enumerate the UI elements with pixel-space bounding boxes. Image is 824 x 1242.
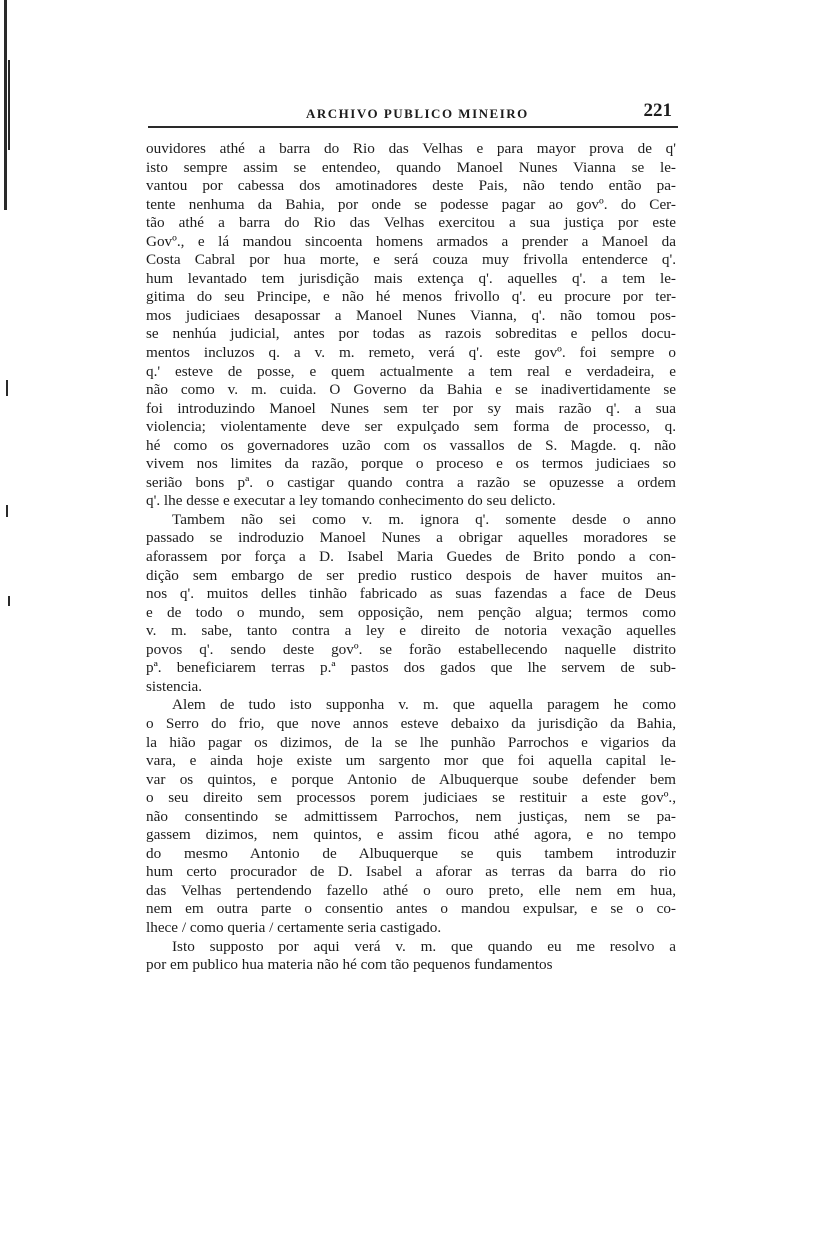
- text-line: aforassem por força a D. Isabel Maria Guedes de Brito pondo a con-: [146, 548, 676, 566]
- text-line: vivem nos limites da razão, porque o proceso e os termos judiciaes so: [146, 455, 676, 473]
- scan-shadow-mark: [4, 0, 7, 210]
- scan-shadow-mark: [6, 505, 8, 517]
- text-line: hum certo procurador de D. Isabel a aforar as terras da barra do rio: [146, 863, 676, 881]
- text-line: tente nenhuma da Bahia, por onde se podesse pagar ao govº. do Cer-: [146, 195, 676, 213]
- text-line: violencia; violentamente deve ser expulçado sem forma de processo, q.: [146, 418, 676, 436]
- text-line: hum levantado tem jurisdição mais extença q'. aquelles q'. a tem le-: [146, 269, 676, 287]
- text-line: nem em outra parte o consentio antes o mandou expulsar, e se o co-: [146, 900, 676, 918]
- text-line: foi introduzindo Manoel Nunes sem ter por sy mais razão q'. a sua: [146, 399, 676, 417]
- text-line: se nenhúa judicial, antes por todas as razois sobreditas e pellos docu-: [146, 325, 676, 343]
- text-line: Alem de tudo isto supponha v. m. que aquella paragem he como: [172, 696, 676, 714]
- text-line: e de todo o mundo, sem opposição, nem penção algua; termos como: [146, 603, 676, 621]
- text-line: mentos incluzos q. a v. m. remeto, verá q'. este govº. foi sempre o: [146, 344, 676, 362]
- text-line: q.' esteve de posse, e quem actualmente a tem real e verdadeira, e: [146, 362, 676, 380]
- text-line: ouvidores athé a barra do Rio das Velhas e para mayor prova de q': [146, 140, 676, 157]
- paragraph: [146, 938, 676, 975]
- text-line: q'. lhe desse e executar a ley tomando conhecimento do seu delicto.: [146, 492, 556, 510]
- text-line: sistencia.: [146, 677, 203, 695]
- text-line: hé como os governadores uzão com os vassallos de S. Magde. q. não: [146, 436, 676, 454]
- text-line: isto sempre assim se entendeo, quando Manoel Nunes Vianna se le-: [146, 158, 676, 176]
- text-line: dição sem embargo de ser predio rustico despois de haver muitos an-: [146, 566, 676, 584]
- text-line: v. m. sabe, tanto contra a ley e direito de notoria vexação aquelles: [146, 622, 676, 640]
- text-line: Tambem não sei como v. m. ignora q'. somente desde o anno: [172, 510, 676, 528]
- text-line: não consentindo se admittissem Parrochos, nem justiças, nem se pa-: [146, 807, 676, 825]
- text-line: não como v. m. cuida. O Governo da Bahia e se inadivertidamente se: [146, 381, 676, 399]
- text-line: vantou por cabessa dos amotinadores deste Pais, não tendo então pa-: [146, 177, 676, 195]
- paragraph: [146, 696, 676, 937]
- text-line: Govº., e lá mandou sincoenta homens armados a prender a Manoel da: [146, 232, 676, 250]
- paragraph: [146, 511, 676, 696]
- text-line: tão athé a barra do Rio das Velhas exercitou a sua justiça por este: [146, 214, 676, 232]
- text-line: o Serro do frio, que nove annos esteve debaixo da jurisdição da Bahia,: [146, 714, 676, 732]
- text-line: pª. beneficiarem terras p.ª pastos dos gados que lhe servem de sub-: [146, 659, 676, 677]
- body-text: [146, 140, 676, 975]
- text-line: das Velhas pertendendo fazello athé o ouro preto, elle nem em hua,: [146, 881, 676, 899]
- text-line: mos judiciaes desapossar a Manoel Nunes Vianna, q'. não tomou pos-: [146, 306, 676, 324]
- text-line: o seu direito sem processos porem judiciaes se restituir a este govº.,: [146, 789, 676, 807]
- scan-shadow-mark: [8, 596, 10, 606]
- scan-shadow-mark: [6, 380, 8, 396]
- text-line: la hião pagar os dizimos, de la se lhe punhão Parrochos e vigarios da: [146, 733, 676, 751]
- text-line: var os quintos, e porque Antonio de Albuquerque soube defender bem: [146, 770, 676, 788]
- header-rule: [148, 126, 678, 128]
- text-line: Isto supposto por aqui verá v. m. que quando eu me resolvo a: [172, 937, 676, 955]
- text-line: gitima do seu Principe, e não hé menos frivollo q'. eu procure por ter-: [146, 288, 676, 306]
- text-line: povos q'. sendo deste govº. se forão estabellecendo naquelle distrito: [146, 640, 676, 658]
- text-line: vara, e ainda hoje existe um sargento mor que foi aquella capital le-: [146, 752, 676, 770]
- running-head: ARCHIVO PUBLICO MINEIRO: [306, 106, 529, 121]
- scan-left-edge: [0, 0, 14, 1242]
- text-line: do mesmo Antonio de Albuquerque se quis tambem introduzir: [146, 844, 676, 862]
- scan-shadow-mark: [8, 60, 10, 150]
- text-line: serião bons pª. o castigar quando contra a razão se opuzesse a ordem: [146, 473, 676, 491]
- page-number: 221: [643, 100, 672, 121]
- paragraph: [146, 140, 676, 511]
- text-line: lhece / como queria / certamente seria castigado.: [146, 918, 442, 936]
- text-line: por em publico hua materia não hé com tão pequenos fundamentos: [146, 956, 553, 974]
- text-line: passado se indroduzio Manoel Nunes a obrigar aquelles moradores se: [146, 529, 676, 547]
- page-header: [148, 100, 678, 130]
- text-line: gassem dizimos, nem quintos, e assim ficou athé agora, e no tempo: [146, 826, 676, 844]
- text-line: Costa Cabral por hua morte, e será couza muy frivolla entenderce q'.: [146, 251, 676, 269]
- text-line: nos q'. muitos delles tinhão fabricado as suas fazendas a face de Deus: [146, 585, 676, 603]
